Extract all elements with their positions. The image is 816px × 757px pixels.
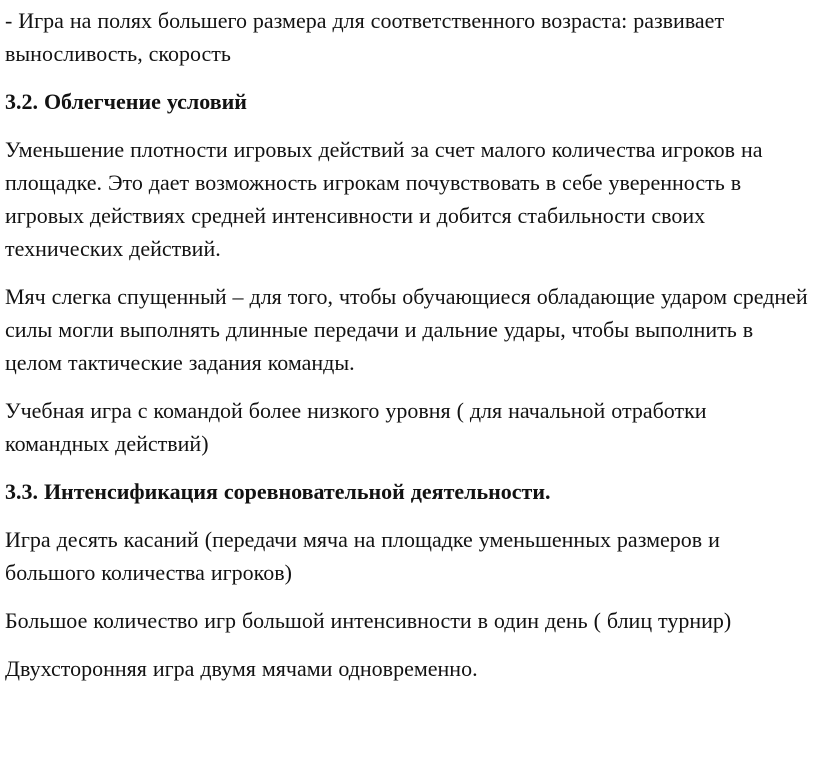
paragraph: Мяч слегка спущенный – для того, чтобы обучающиеся обладающие ударом средней силы могли выполнять длинные передачи и дальние удары, чтобы выполнить в целом тактические задания команды. [5,284,808,375]
paragraph: Уменьшение плотности игровых действий за счет малого количества игроков на площадке. Это дает возможность игрокам почувствовать в себе уверенность в игровых действиях средней интенсивности и добится стабильности своих технических действий. [5,137,763,261]
section-heading-3-2: 3.2. Облегчение условий [5,89,247,114]
paragraph: Учебная игра с командой более низкого уровня ( для начальной отработки командных действий) [5,398,707,456]
paragraph-list-item: - Игра на полях большего размера для соответственного возраста: развивает выносливость, скорость [5,8,725,66]
paragraph: Большое количество игр большой интенсивности в один день ( блиц турнир) [5,608,732,633]
paragraph: Двухсторонняя игра двумя мячами одновременно. [5,656,478,681]
section-heading-3-3: 3.3. Интенсификация соревновательной деятельности. [5,479,551,504]
paragraph: Игра десять касаний (передачи мяча на площадке уменьшенных размеров и большого количества игроков) [5,527,720,585]
